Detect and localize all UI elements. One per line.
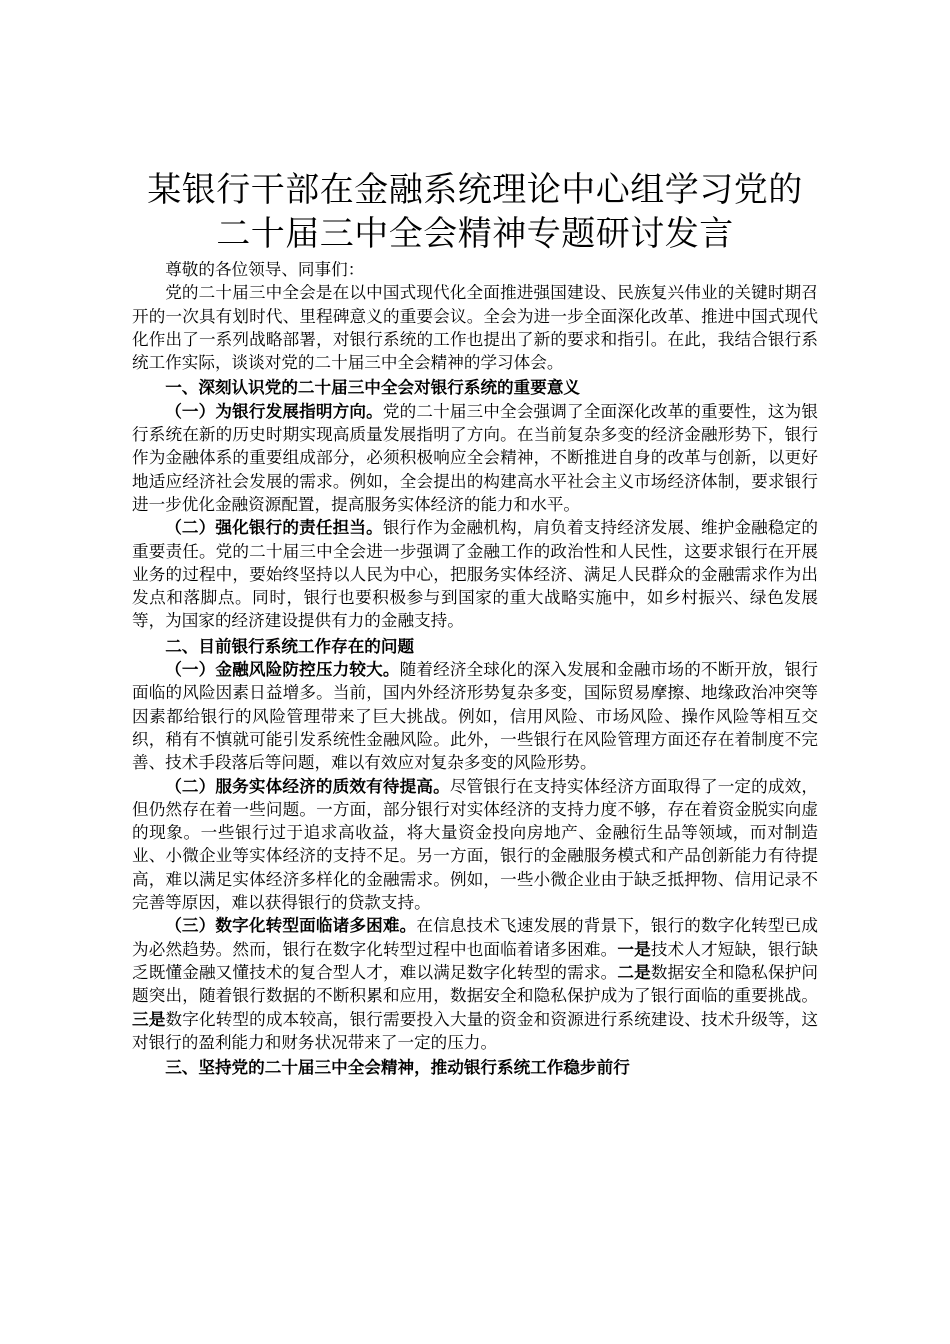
section-2-paragraph-2 [132,775,818,915]
section-1-paragraph-1-lead: （一）为银行发展指明方向。 [165,400,383,421]
document-title: 某银行干部在金融系统理论中心组学习党的二十届三中全会精神专题研讨发言 [147,170,803,254]
section-1-paragraph-2 [132,516,818,632]
salutation: 尊敬的各位领导、同事们： [165,260,365,279]
section-2-paragraph-3-lead: （三）数字化转型面临诸多困难。 [165,915,417,936]
section-2-paragraph-3-body-a: 在信息技术飞速发展的背景下，银行的数字化转型已成为必然趋势。然而，银行在数字化转型过程中也面临着诸多困难。 [132,916,819,959]
section-2-paragraph-3-body-c: 数据安全和隐私保护问题突出，随着银行数据的不断积累和应用，数据安全和隐私保护成为了银行面临的重要挑战。 [132,962,819,1006]
section-2-heading: 二、目前银行系统工作存在的问题 [165,635,415,656]
section-2-paragraph-3-body-b: 技术人才短缺，银行缺乏既懂金融又懂技术的复合型人才，难以满足数字化转型的需求。 [132,939,819,982]
section-1-paragraph-1 [132,400,818,516]
section-2-paragraph-1-lead: （一）金融风险防控压力较大。 [165,659,400,680]
section-2-paragraph-3 [132,914,818,1054]
section-2-paragraph-2-body: 尽管银行在支持实体经济方面取得了一定的成效，但仍然存在着一些问题。一方面，部分银行对实体经济的支持力度不够，存在着资金脱实向虚的现象。一些银行过于追求高收益，将大量资金投向房地产、金融衍生品等领域，而对制造业、小微企业等实体经济的支持不足。另一方面，银行的金融服务模式和产品创新能力有待提高，难以满足实体经济多样化的金融需求。例如，一些小微企业由于缺乏抵押物、信用记录不完善等原因，难以获得银行的贷款支持。 [132,776,818,913]
section-1-paragraph-2-body: 银行作为金融机构，肩负着支持经济发展、维护金融稳定的重要责任。党的二十届三中全会进一步强调了金融工作的政治性和人民性，这要求银行在开展业务的过程中，要始终坚持以人民为中心，把服务实体经济、满足人民群众的金融需求作为出发点和落脚点。同时，银行也要积极参与到国家的重大战略实施中，如乡村振兴、绿色发展等，为国家的经济建设提供有力的金融支持。 [132,518,819,631]
intro-paragraph: 党的二十届三中全会是在以中国式现代化全面推进强国建设、民族复兴伟业的关键时期召开的一次具有划时代、里程碑意义的重要会议。全会为进一步全面深化改革、推进中国式现代化作出了一系列战略部署，对银行系统的工作也提出了新的要求和指引。在此，我结合银行系统工作实际，谈谈对党的二十届三中全会精神的学习体会。 [132,283,818,373]
section-2-paragraph-1 [132,658,818,774]
section-2-paragraph-1-body: 随着经济全球化的深入发展和金融市场的不断开放，银行面临的风险因素日益增多。当前，国内外经济形势复杂多变，国际贸易摩擦、地缘政治冲突等因素都给银行的风险管理带来了巨大挑战。例如，信用风险、市场风险、操作风险等相互交织，稍有不慎就可能引发系统性金融风险。此外，一些银行在风险管理方面还存在着制度不完善、技术手段落后等问题，难以有效应对复杂多变的风险形势。 [132,660,819,773]
section-1-heading: 一、深刻认识党的二十届三中全会对银行系统的重要意义 [165,377,581,398]
section-2-paragraph-2-lead: （二）服务实体经济的质效有待提高。 [165,775,450,796]
document-page [132,168,818,1079]
section-1-paragraph-1-body: 党的二十届三中全会强调了全面深化改革的重要性，这为银行系统在新的历史时期实现高质量发展指明了方向。在当前复杂多变的经济金融形势下，银行作为金融体系的重要组成部分，必须积极响应全会精神，不断推进自身的改革与创新，以更好地适应经济社会发展的需求。例如，全会提出的构建高水平社会主义市场经济体制，要求银行进一步优化金融资源配置，提高服务实体经济的能力和水平。 [132,401,819,514]
section-3-heading: 三、坚持党的二十届三中全会精神，推动银行系统工作稳步前行 [165,1057,630,1078]
section-1-paragraph-2-lead: （二）强化银行的责任担当。 [165,517,383,538]
section-2-paragraph-3-body-d: 数字化转型的成本较高，银行需要投入大量的资金和资源进行系统建设、技术升级等，这对银行的盈利能力和财务状况带来了一定的压力。 [132,1009,819,1052]
section-2-paragraph-3-mark-3: 三是 [132,1008,166,1029]
section-2-paragraph-3-mark-1: 一是 [617,938,651,959]
section-2-paragraph-3-mark-2: 二是 [617,961,651,982]
